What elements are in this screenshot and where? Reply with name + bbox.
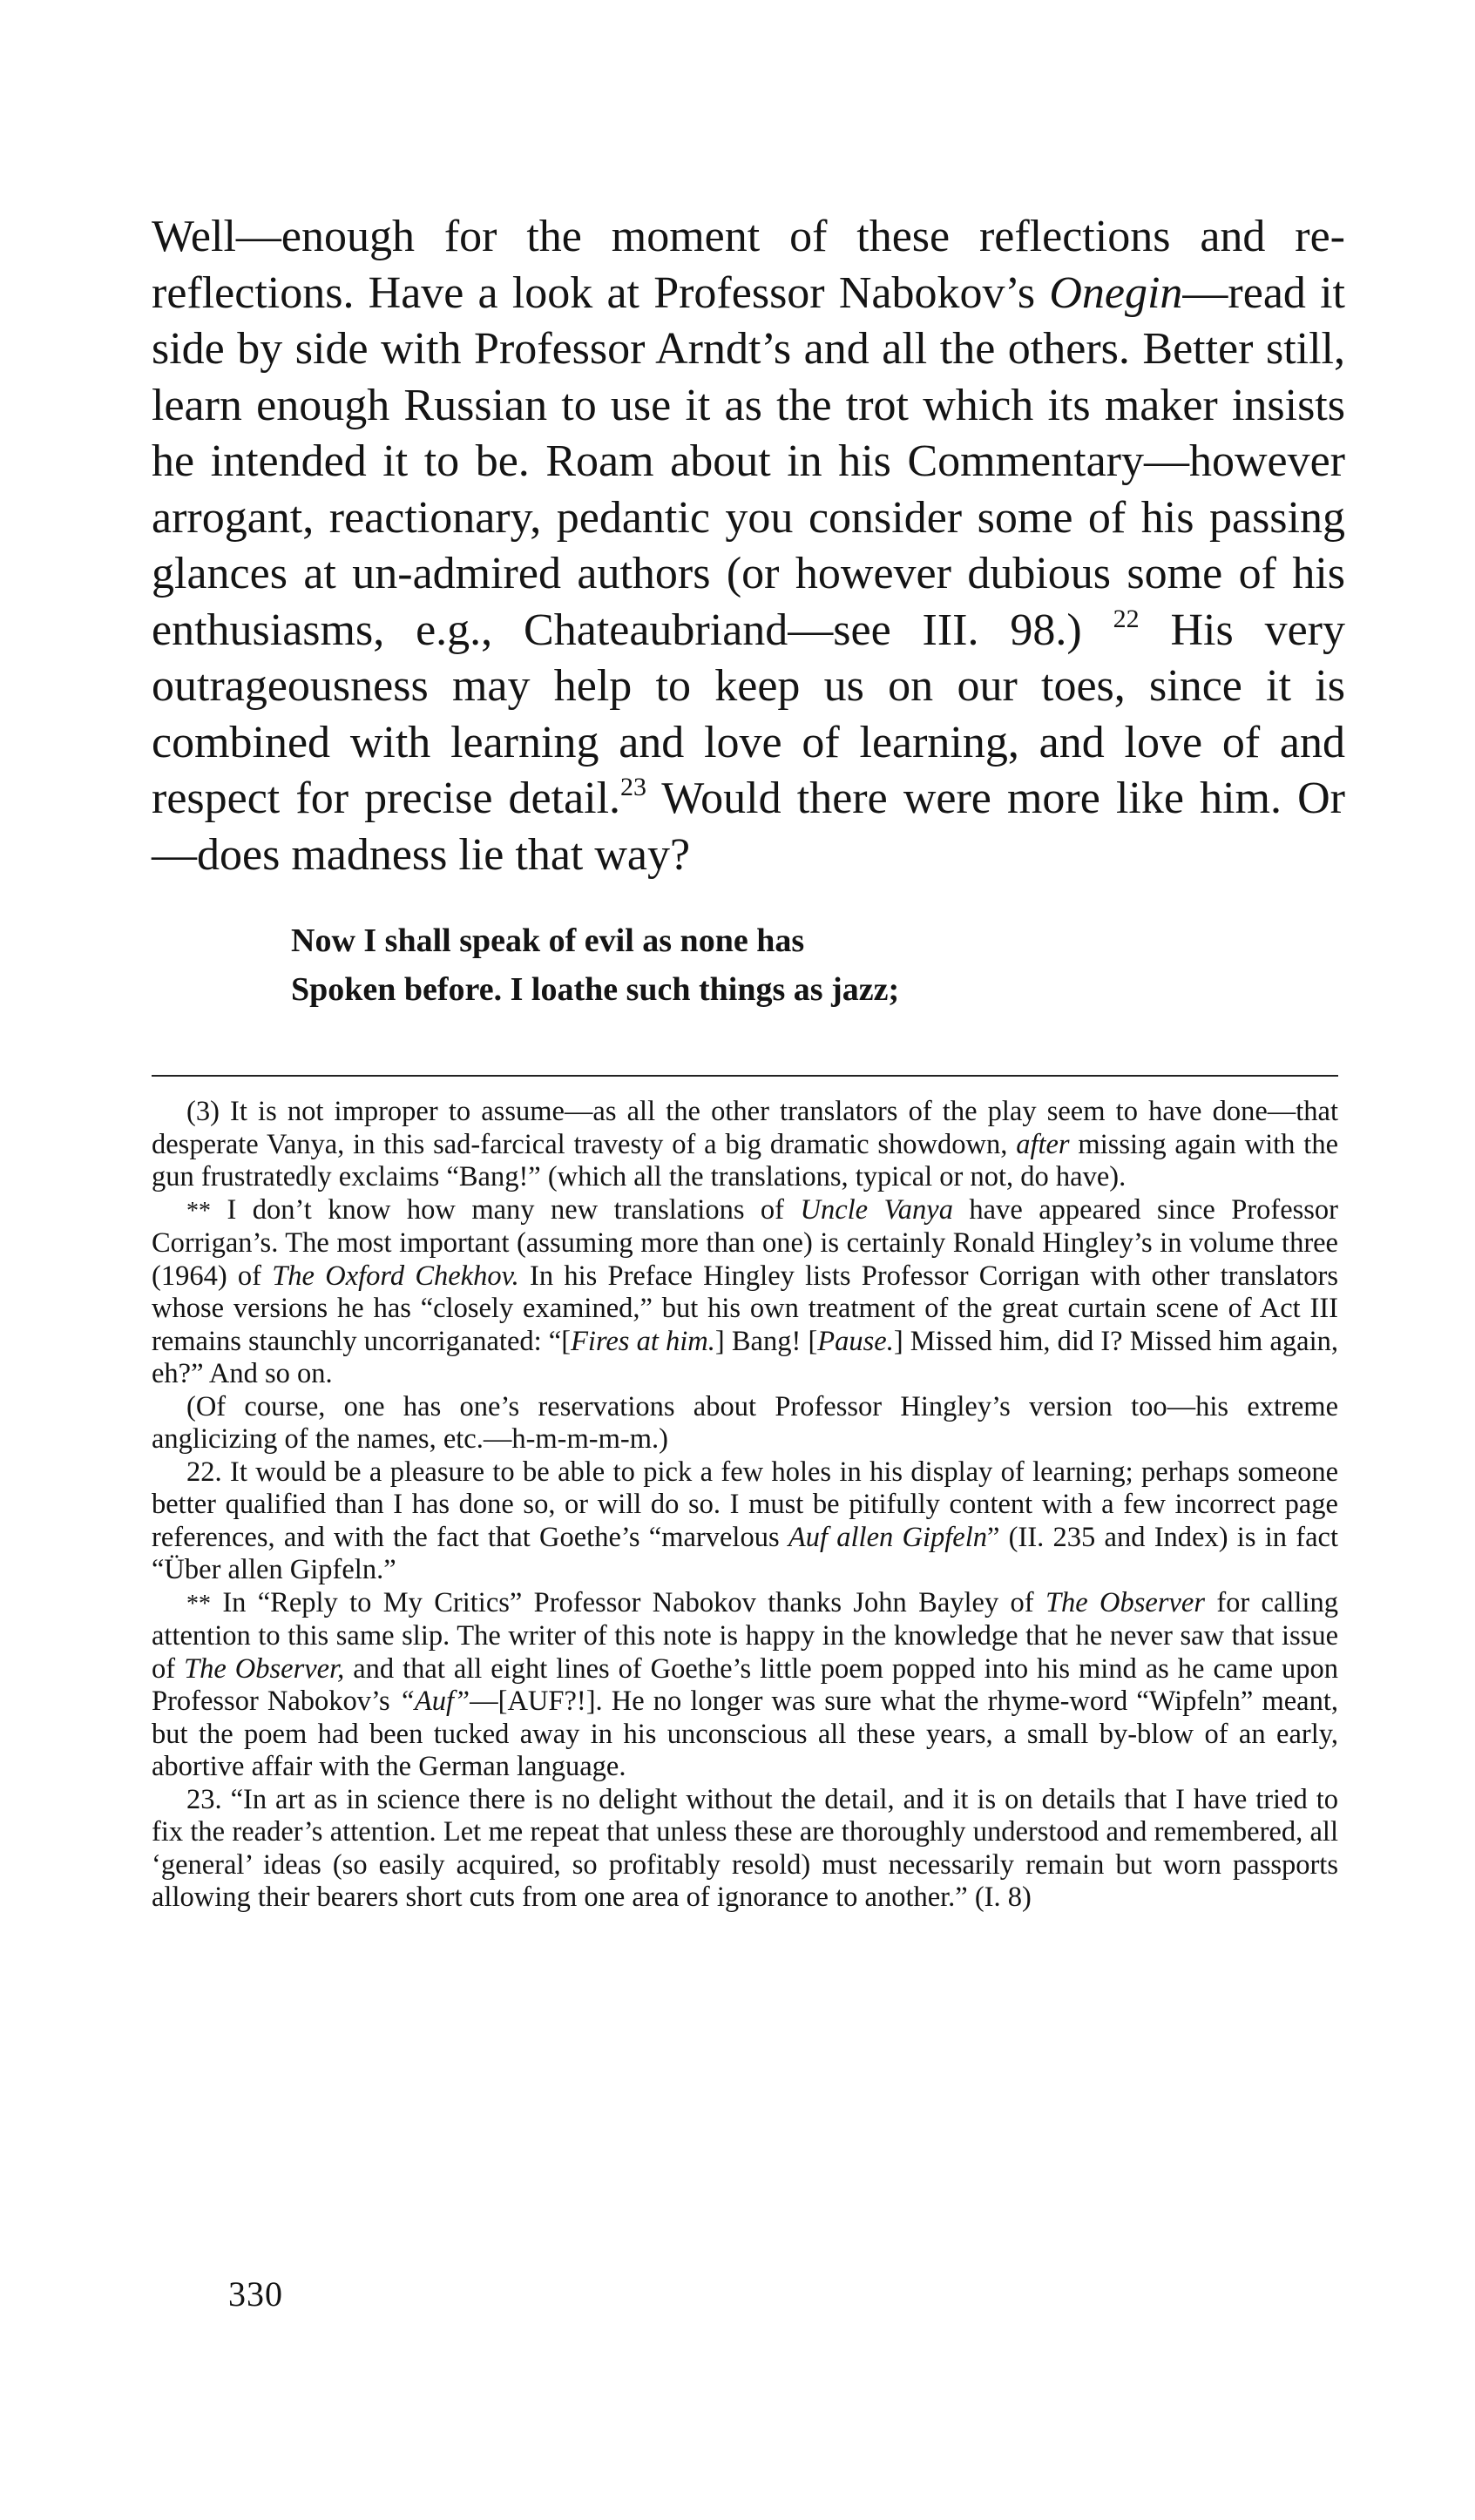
footnote-double-asterisk-1: ** I don’t know how many new translations of Uncle Vanya have appeared since Professor Corrigan’s. The most important (assuming more than one) is certainly Ronald Hingley’s in volume three (1964) of The Oxford Chekhov. In his Preface Hingley lists Professor Corrigan with other translators whose versions he has “closely examined,” but his own treatment of the great curtain scene of Act III remains staunchly uncorriganated: “[Fires at him.] Bang! [Pause.] Missed him, did I? Missed him again, eh?” And so on. <box>152 1193 1338 1389</box>
paragraph-text: Would there were more like him. Or—does madness lie that way? <box>152 774 1345 880</box>
asterisk-mark: ** <box>186 1590 211 1618</box>
paragraph-text: Well—enough for the moment of these reflections and re-reflections. Have a look at Professor Nabokov’s <box>152 212 1345 318</box>
verse-line-1: Now I shall speak of evil as none has <box>291 922 805 959</box>
footnote-ref-23: 23 <box>620 773 647 801</box>
italic-title-onegin: Onegin <box>1049 267 1183 318</box>
asterisk-mark: ** <box>186 1197 211 1225</box>
paragraph-text: —read it side by side with Professor Arndt’s and all the others. Better still, learn enough Russian to use it as the trot which its maker insists he intended it to be. Roam about in his Commentary—however arrogant, reactionary, pedantic you consider some of his passing glances at un-admired authors (or however dubious some of his enthusiasms, e.g., Chateaubriand—see III. 98.) <box>152 267 1345 655</box>
footnote-divider <box>152 1075 1338 1077</box>
footnote-22: 22. It would be a pleasure to be able to pick a few holes in his display of learning; perhaps someone better qualified than I has done so, or will do so. I must be pitifully content with a few incorrect page references, and with the fact that Goethe’s “marvelous Auf allen Gipfeln” (II. 235 and Index) is in fact “Über allen Gipfeln.” <box>152 1456 1338 1585</box>
footnote-23: 23. “In art as in science there is no delight without the detail, and it is on details that I have tried to fix the reader’s attention. Let me repeat that unless these are thoroughly understood and remembered, all ‘general’ ideas (so easily acquired, so profitably resold) must necessarily remain but worn passports allowing their bearers short cuts from one area of ignorance to another.” (I. 8) <box>152 1783 1338 1913</box>
paragraph-text: His very outrageousness may help to keep us on our toes, since it is combined with learning and love of learning, and love of and respect for precise detail. <box>152 605 1345 823</box>
main-paragraph <box>152 209 1345 883</box>
footnote-ref-22: 22 <box>1113 604 1140 633</box>
verse-line-2: Spoken before. I loathe such things as jazz; <box>291 971 900 1008</box>
footnote-parenthetical: (Of course, one has one’s reservations about Professor Hingley’s version too—his extreme anglicizing of the names, etc.—h-m-m-m-m.) <box>152 1390 1338 1455</box>
page-number: 330 <box>228 2274 283 2314</box>
footnotes <box>152 1096 1338 1915</box>
verse-quotation <box>291 916 1336 1014</box>
footnote-double-asterisk-2: ** In “Reply to My Critics” Professor Nabokov thanks John Bayley of The Observer for calling attention to this same slip. The writer of this note is happy in the knowledge that he never saw that issue of The Observer, and that all eight lines of Goethe’s little poem popped into his mind as he came upon Professor Nabokov’s “Auf”—[AUF?!]. He no longer was sure what the rhyme-word “Wipfeln” meant, but the poem had been tucked away in his unconscious all these years, a small by-blow of an early, abortive affair with the German language. <box>152 1586 1339 1782</box>
footnote-3: (3) It is not improper to assume—as all the other translators of the play seem to have done—that desperate Vanya, in this sad-farcical travesty of a big dramatic showdown, after missing again with the gun frustratedly exclaims “Bang!” (which all the translations, typical or not, do have). <box>152 1096 1338 1192</box>
